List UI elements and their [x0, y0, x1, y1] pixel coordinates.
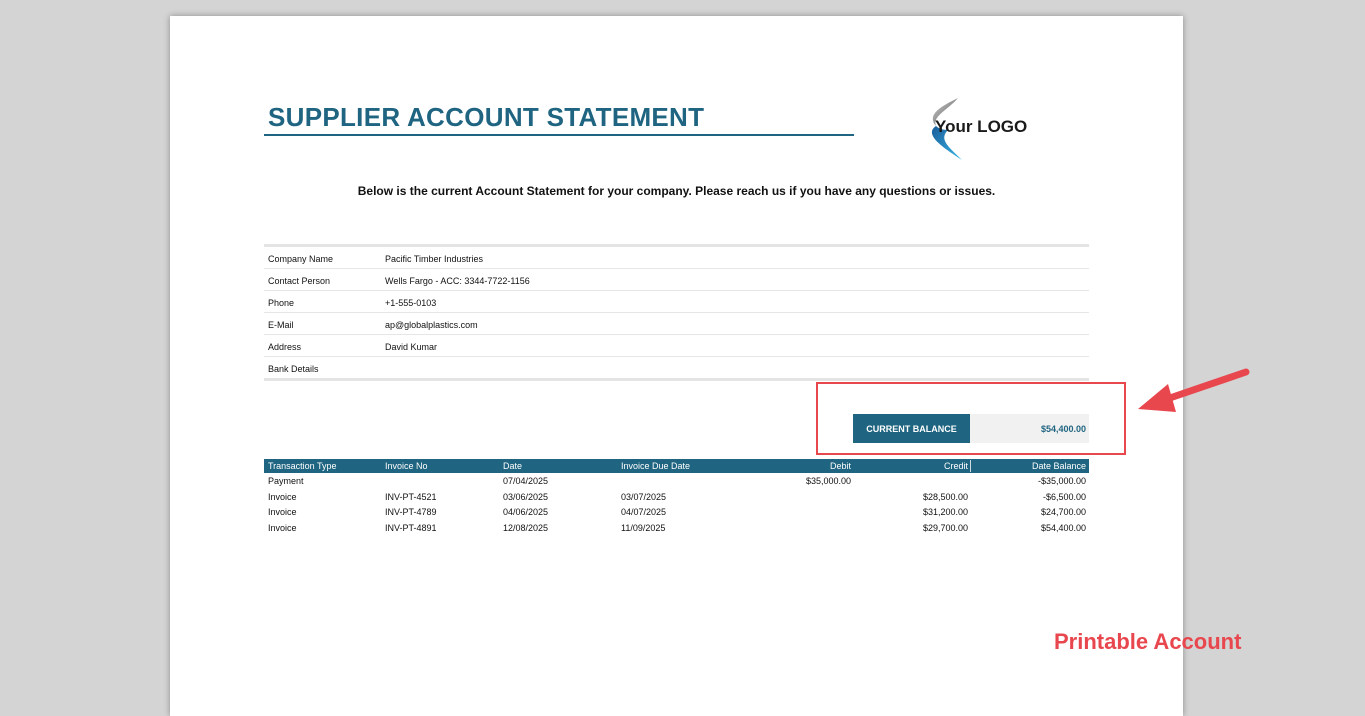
info-value: Pacific Timber Industries	[385, 254, 484, 264]
info-label: E-Mail	[268, 320, 294, 330]
table-cell: INV-PT-4521	[385, 491, 437, 502]
table-row	[264, 520, 1089, 536]
table-cell: Invoice	[268, 491, 297, 502]
logo-text: Your LOGO	[935, 117, 1028, 136]
info-label: Phone	[268, 298, 295, 308]
table-row	[264, 473, 1089, 489]
printable-account-caption: Printable Account	[1054, 629, 1242, 654]
info-value: Wells Fargo - ACC: 3344-7722-1156	[385, 276, 530, 286]
table-row	[264, 489, 1089, 505]
table-cell: INV-PT-4789	[385, 507, 437, 517]
table-cell: Payment	[268, 476, 304, 486]
table-cell: -$6,500.00	[1042, 491, 1086, 502]
title-underline	[264, 134, 854, 136]
table-cell: 04/06/2025	[503, 507, 549, 517]
column-header: Date	[503, 461, 523, 471]
info-row-bank-details	[264, 357, 1089, 378]
info-row-phone	[264, 291, 1089, 313]
table-cell: 11/09/2025	[621, 522, 666, 533]
transactions-header	[264, 459, 1089, 473]
info-value: David Kumar	[385, 342, 438, 352]
table-cell: $35,000.00	[805, 476, 851, 486]
info-row-email	[264, 313, 1089, 335]
info-label: Company Name	[268, 254, 334, 264]
annotation-arrow-icon	[1130, 360, 1260, 430]
transactions-table	[264, 459, 1089, 535]
column-header: Date Balance	[1031, 461, 1086, 471]
column-header: Credit	[943, 461, 968, 471]
info-label: Contact Person	[268, 276, 331, 286]
table-cell: Invoice	[268, 507, 297, 517]
column-header: Invoice Due Date	[621, 461, 691, 471]
column-divider	[970, 460, 971, 472]
info-label: Bank Details	[268, 364, 319, 374]
table-cell: $29,700.00	[922, 522, 968, 533]
info-row-address	[264, 335, 1089, 357]
table-cell: 12/08/2025	[503, 522, 549, 533]
table-cell: 03/07/2025	[621, 491, 667, 502]
column-header: Invoice No	[385, 461, 428, 471]
table-cell: 04/07/2025	[621, 507, 667, 517]
table-cell: $31,200.00	[922, 507, 968, 517]
column-header: Debit	[829, 461, 851, 471]
page-title: SUPPLIER ACCOUNT STATEMENT	[268, 102, 705, 132]
info-row-contact-person	[264, 269, 1089, 291]
table-cell: Invoice	[268, 522, 297, 533]
table-cell: 03/06/2025	[503, 491, 549, 502]
table-cell: $24,700.00	[1040, 507, 1086, 517]
column-header: Transaction Type	[268, 461, 337, 471]
info-label: Address	[268, 342, 302, 352]
table-cell: $54,400.00	[1040, 522, 1086, 533]
table-cell: INV-PT-4891	[385, 522, 437, 533]
highlight-box	[816, 382, 1126, 455]
table-row	[264, 504, 1089, 520]
table-cell: -$35,000.00	[1037, 476, 1086, 486]
info-value: +1-555-0103	[385, 298, 437, 308]
intro-text: Below is the current Account Statement for your company. Please reach us if you have any questions or issues.	[357, 184, 996, 198]
info-value: ap@globalplastics.com	[385, 320, 478, 330]
info-row-company-name	[264, 247, 1089, 269]
company-info-table	[264, 244, 1089, 381]
current-balance-label: CURRENT BALANCE	[853, 414, 970, 443]
table-cell: 07/04/2025	[503, 476, 549, 486]
table-cell: $28,500.00	[922, 491, 968, 502]
current-balance-value: $54,400.00	[970, 414, 1089, 443]
